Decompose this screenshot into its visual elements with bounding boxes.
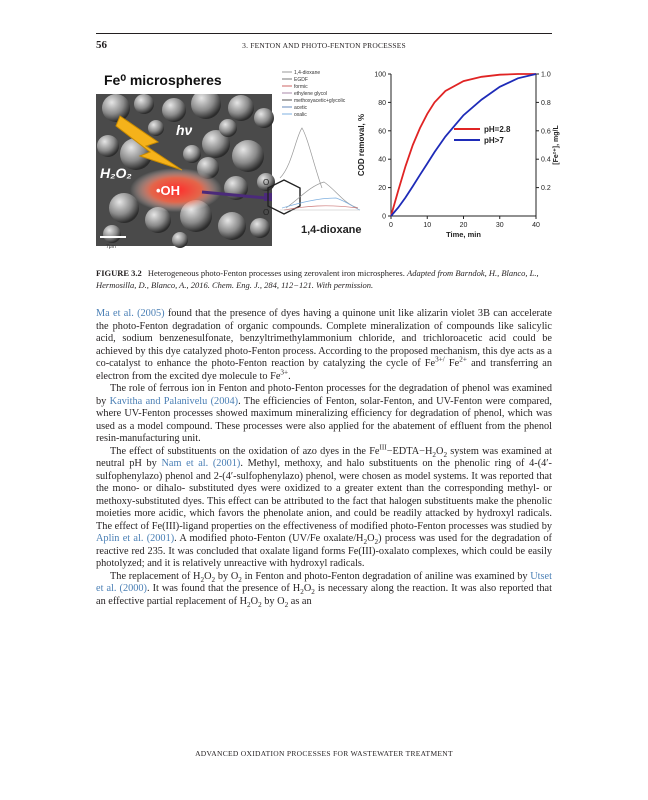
y-tick-label: 60	[378, 128, 386, 136]
citation-link[interactable]: Nam et al. (2001)	[161, 458, 241, 469]
sem-micrograph	[96, 60, 275, 250]
microsphere	[218, 212, 246, 240]
x-tick-label: 30	[495, 222, 504, 229]
legend-item: EGDF	[294, 77, 308, 83]
x-tick-label: 0	[389, 222, 393, 229]
oh-radical-label: •OH	[156, 183, 181, 198]
microsphere	[97, 135, 119, 157]
y-tick-label: 0	[382, 213, 386, 221]
y-axis-label: COD removal, %	[357, 113, 366, 177]
header-rule	[96, 33, 552, 34]
figure-caption	[96, 267, 554, 291]
x-axis-label: Time, min	[446, 230, 481, 239]
microsphere	[250, 218, 270, 238]
citation-link[interactable]: Ma et al. (2005)	[96, 308, 165, 319]
legend-item: formic	[294, 84, 308, 90]
figure-label: FIGURE 3.2	[96, 268, 142, 278]
y-tick-label: 40	[378, 156, 386, 164]
microsphere	[103, 225, 121, 243]
micrograph-title: Fe⁰ microspheres	[104, 72, 222, 88]
legend-item: oxalic	[294, 112, 307, 118]
citation-link[interactable]: Utset et al. (2000)	[96, 570, 552, 594]
figure-3-2	[96, 58, 560, 258]
paragraph-2: The role of ferrous ion in Fenton and photo-Fenton processes for the degradation of phenol was examined by Kavitha and Palanivelu (2004). The efficiencies of Fenton, solar-Fenton, and UV-Fenton were compared, where UV-Fenton processes showed maximum mineralizing efficiency for degradation of phenol, which was used as a model compound. These processes were also applied for the abatement of effluent from the phenol resin-manufacturing unit.	[96, 383, 553, 444]
inset-spectra	[280, 70, 360, 210]
svg-text:O: O	[263, 208, 270, 217]
paragraph-4: The replacement of $H_2O_2$ by $O_2$ in Fenton and photo-Fenton degradation of aniline was examined by Utset et al. (2000). It was found that the presence of $H_2O_2$ is necessary along the reaction. It was also reported that an effective partial replacement of $H_2O_2$ by $O_2$ as an	[96, 570, 552, 609]
legend-item: ethylene glycol	[294, 91, 328, 97]
microsphere	[254, 108, 274, 128]
microsphere	[148, 120, 164, 136]
scale-bar-label: 7μm	[106, 244, 116, 250]
y-tick-label: 80	[378, 99, 386, 107]
microsphere	[162, 98, 186, 122]
citation-link[interactable]: Aplin et al. (2001)	[96, 533, 175, 544]
x-tick-label: 20	[459, 222, 468, 229]
cod-removal-chart	[357, 72, 560, 240]
y2-tick-label: 0.4	[541, 156, 551, 164]
dioxane-label: 1,4-dioxane	[301, 224, 362, 236]
legend-label: pH=2.8	[484, 125, 511, 134]
microsphere	[228, 95, 254, 121]
microsphere	[102, 94, 130, 122]
microsphere	[232, 140, 264, 172]
y2-tick-label: 0.8	[541, 99, 551, 107]
legend-item: methoxyacetic+glycolic	[294, 98, 346, 104]
x-tick-label: 10	[423, 222, 432, 229]
caption-source: Adapted from Barndok, H., Blanco, L., Hermosilla, D., Blanco, A., 2016. Chem. Eng. J., 284, 112−121. With permission.	[96, 268, 539, 290]
legend-label: pH>7	[484, 136, 504, 145]
y2-tick-label: 1.0	[541, 71, 551, 79]
microsphere	[134, 94, 154, 114]
hv-label: hν	[176, 122, 193, 138]
series-line-ph28	[391, 74, 536, 216]
microsphere	[183, 145, 201, 163]
paragraph-1: Ma et al. (2005) found that the presence of dyes having a quinone unit like alizarin violet 3B can accelerate the photo-Fenton degradation of organic compounds. Complete mineralization of compounds like salicylic acid, sodium benzenesulfonate, benzyltrimethylammonium chloride, and trichloroacetic acid could be achieved by this dye catalyzed photo-Fenton process. According to the proposed mechanism, this dye acts as a co-catalyst to enhance the photo-Fenton reaction by catalyzing the cycle of $Fe^{3+/}$ $Fe^{2+}$ and transferring an electron from the excited dye molecule to $Fe^{3+}$.	[96, 308, 553, 382]
legend-item: 1,4-dioxane	[294, 70, 321, 76]
citation-link[interactable]: Kavitha and Palanivelu (2004)	[109, 395, 239, 407]
legend-item: acetic	[294, 105, 308, 111]
y2-tick-label: 0.2	[541, 185, 551, 193]
microsphere	[219, 119, 237, 137]
caption-text: Heterogeneous photo-Fenton processes using zerovalent iron microspheres.	[147, 268, 405, 278]
page-number: 56	[96, 39, 107, 51]
paragraph-3: The effect of substituents on the oxidation of azo dyes in the $Fe^{III}-EDTA-H_2O_2$ system was examined at neutral pH by Nam et al. (2001). Methyl, methoxy, and halo substituents on the phenolic ring of 4-(4′-sulfophenylazo) phenol and 2-(4′-sulfophenylazo) phenol, were chosen as model systems. It was reported that the mono- or dihalo- substituted dyes were oxidized to a greater extent than the corresponding methyl- or methoxy-substituted dyes. This effect can be attributed to the fact that halogen substituents make the phenolic moieties more acidic, which favors the phenolate anion, and could be readily attacked by hydroxyl radicals. The effect of Fe(III)-ligand properties on the effectiveness of modified photo-Fenton processes was studied by Aplin et al. (2001). A modified photo-Fenton (UV/Fe oxalate/$H_2O_2$) process was used for the degradation of reactive red 235. It was concluded that oxalate ligand forms Fe(III)-oxalato complexes, which could be easily photolyzed; and it is relatively unreactive with hydroxyl radicals.	[96, 443, 552, 569]
y-tick-label: 100	[374, 71, 386, 79]
chapter-title: 3. FENTON AND PHOTO-FENTON PROCESSES	[242, 41, 406, 50]
y2-axis-label: [Fe²⁺], mg/L	[553, 125, 560, 165]
y-tick-label: 20	[378, 185, 386, 193]
y2-tick-label: 0.6	[541, 128, 551, 136]
microsphere	[172, 232, 188, 248]
body-text	[96, 308, 552, 608]
h2o2-label: H₂O₂	[100, 165, 132, 181]
page-footer: ADVANCED OXIDATION PROCESSES FOR WASTEWATER TREATMENT	[195, 749, 453, 758]
x-tick-label: 40	[532, 222, 540, 229]
svg-text:O: O	[263, 178, 270, 187]
